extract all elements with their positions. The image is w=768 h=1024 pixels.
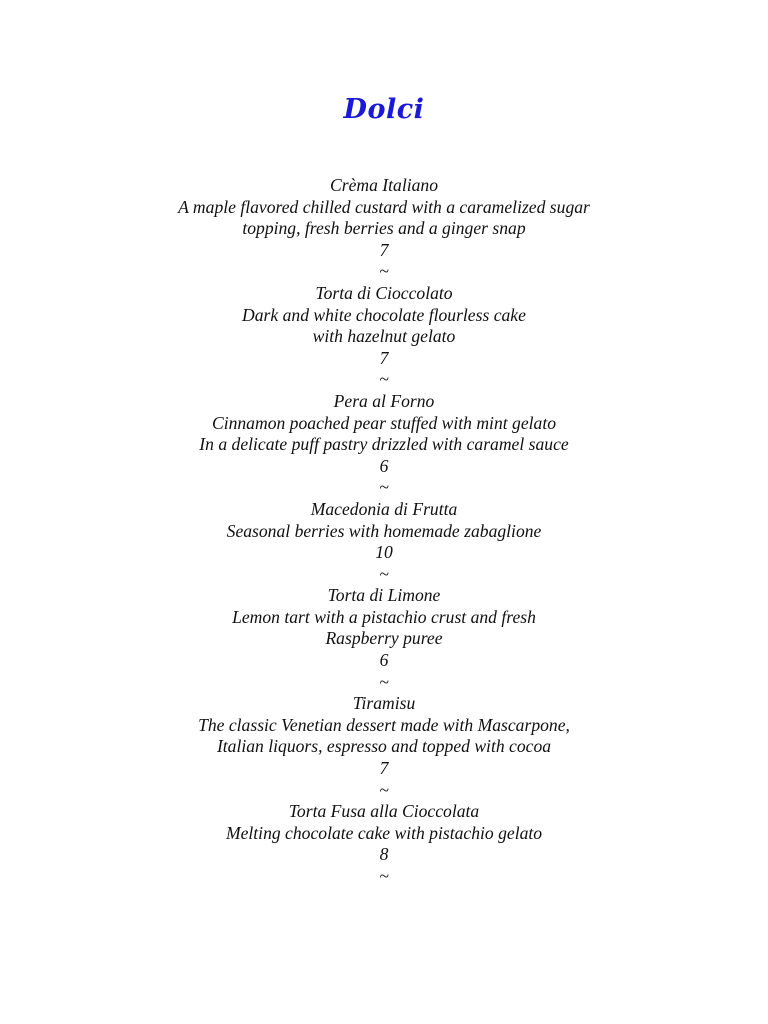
item-description: Melting chocolate cake with pistachio gelato <box>225 822 543 843</box>
item-name: Torta di Limone <box>327 585 441 606</box>
menu-item <box>0 283 768 391</box>
menu-item <box>0 175 768 283</box>
item-price: 6 <box>379 455 389 476</box>
item-price: 10 <box>375 542 393 563</box>
menu-title: Dolci <box>343 94 425 125</box>
item-name: Crèma Italiano <box>329 175 438 195</box>
item-description: Cinnamon poached pear stuffed with mint gelato <box>211 412 557 433</box>
menu-item <box>0 693 768 801</box>
item-name: Torta Fusa alla Cioccolata <box>288 801 480 822</box>
item-name: Torta di Cioccolato <box>315 282 453 303</box>
menu-item <box>0 585 768 693</box>
item-description: The classic Venetian dessert made with Mascarpone, <box>198 714 570 735</box>
item-description: Italian liquors, espresso and topped with cocoa <box>216 736 552 757</box>
item-name: Pera al Forno <box>333 390 435 411</box>
item-price: 7 <box>379 239 389 260</box>
item-name: Tiramisu <box>352 693 416 714</box>
item-description: topping, fresh berries and a ginger snap <box>242 218 526 239</box>
item-name: Macedonia di Frutta <box>310 498 458 519</box>
item-description: Seasonal berries with homemade zabaglione <box>226 520 542 541</box>
item-description: Raspberry puree <box>325 628 443 649</box>
dessert-list <box>0 175 768 888</box>
item-separator: ~ <box>379 369 389 390</box>
item-separator: ~ <box>379 671 389 692</box>
item-description: In a delicate puff pastry drizzled with caramel sauce <box>199 434 569 455</box>
menu-item <box>0 499 768 585</box>
item-price: 6 <box>379 650 389 671</box>
item-separator: ~ <box>379 563 389 584</box>
item-description: Dark and white chocolate flourless cake <box>242 304 526 325</box>
item-description: A maple flavored chilled custard with a caramelized sugar <box>178 196 590 217</box>
item-description: Lemon tart with a pistachio crust and fresh <box>232 606 536 627</box>
item-separator: ~ <box>379 477 389 498</box>
item-price: 8 <box>379 844 389 865</box>
item-price: 7 <box>379 347 389 368</box>
item-separator: ~ <box>379 261 389 282</box>
menu-item <box>0 391 768 499</box>
item-description: with hazelnut gelato <box>312 326 456 347</box>
item-separator: ~ <box>379 779 389 800</box>
item-price: 7 <box>379 758 389 779</box>
item-separator: ~ <box>379 866 389 886</box>
menu-item <box>0 801 768 887</box>
